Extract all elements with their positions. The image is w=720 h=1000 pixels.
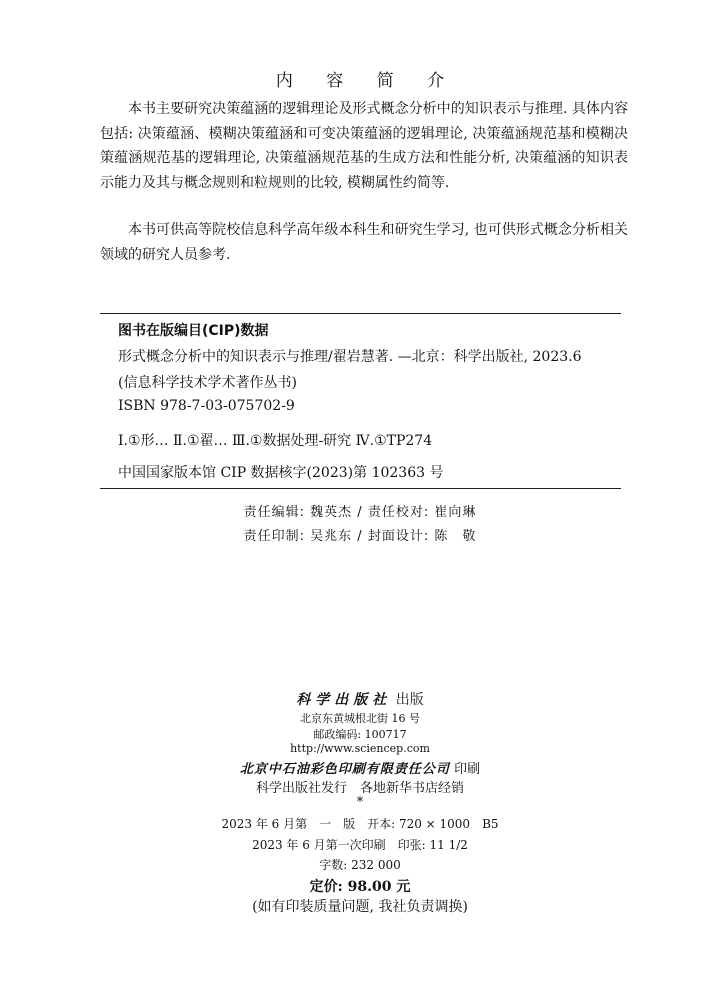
edition-line: 2023 年 6 月第 一 版 开本: 720 × 1000 B5 xyxy=(221,817,499,831)
cip-heading: 图书在版编目(CIP)数据 xyxy=(118,323,269,339)
page-title: 内 容 简 介 xyxy=(275,71,459,91)
publisher-brand: 科学出版社 xyxy=(296,692,392,708)
publisher-url: http://www.sciencep.com xyxy=(290,742,430,755)
separator-star: * xyxy=(356,795,364,810)
publisher-line xyxy=(0,689,720,709)
credits-editors: 责任编辑: 魏英杰 / 责任校对: 崔向琳 xyxy=(243,505,477,520)
summary-paragraph-1: 本书主要研究决策蕴涵的逻辑理论及形式概念分析中的知识表示与推理. 具体内容包括: 决策蕴涵、模糊决策蕴涵和可变决策蕴涵的逻辑理论, 决策蕴涵规范基和模糊决策蕴涵规范基的逻辑理论, 决策蕴涵规范基的生成方法和性能分析, 决策蕴涵的知识表示能力及其与概念规则和粒规则的比较, 模糊属性约简等. xyxy=(100,101,628,191)
publisher-suffix: 出版 xyxy=(395,692,424,708)
printer-suffix: 印刷 xyxy=(454,762,481,777)
summary-paragraph-2: 本书可供高等院校信息科学高年级本科生和研究生学习, 也可供形式概念分析相关领域的研究人员参考. xyxy=(100,222,628,263)
printer-line xyxy=(0,758,720,777)
printing-line: 2023 年 6 月第一次印刷 印张: 11 1/2 xyxy=(252,838,468,852)
cip-title-line: 形式概念分析中的知识表示与推理/翟岩慧著. —北京：科学出版社, 2023.6 xyxy=(118,349,582,365)
cip-top-rule xyxy=(100,313,621,314)
printer-brand: 北京中石油彩色印刷有限责任公司 xyxy=(239,762,450,777)
cip-isbn: ISBN 978-7-03-075702-9 xyxy=(118,398,295,414)
quality-note: (如有印装质量问题, 我社负责调换) xyxy=(252,899,468,915)
credits-production: 责任印制: 吴兆东 / 封面设计: 陈 敬 xyxy=(243,529,477,544)
word-count: 字数: 232 000 xyxy=(319,858,401,872)
publisher-postcode: 邮政编码: 100717 xyxy=(313,728,407,741)
cip-bottom-rule xyxy=(100,488,621,489)
price: 定价: 98.00 元 xyxy=(309,879,411,895)
cip-record-number: 中国国家版本馆 CIP 数据核字(2023)第 102363 号 xyxy=(118,465,444,481)
publisher-address: 北京东黄城根北街 16 号 xyxy=(300,712,420,725)
distribution-line: 科学出版社发行 各地新华书店经销 xyxy=(255,781,464,796)
cip-classification: Ⅰ.①形… Ⅱ.①翟… Ⅲ.①数据处理-研究 Ⅳ.①TP274 xyxy=(118,433,433,449)
cip-series-line: (信息科学技术学术著作丛书) xyxy=(118,375,297,391)
